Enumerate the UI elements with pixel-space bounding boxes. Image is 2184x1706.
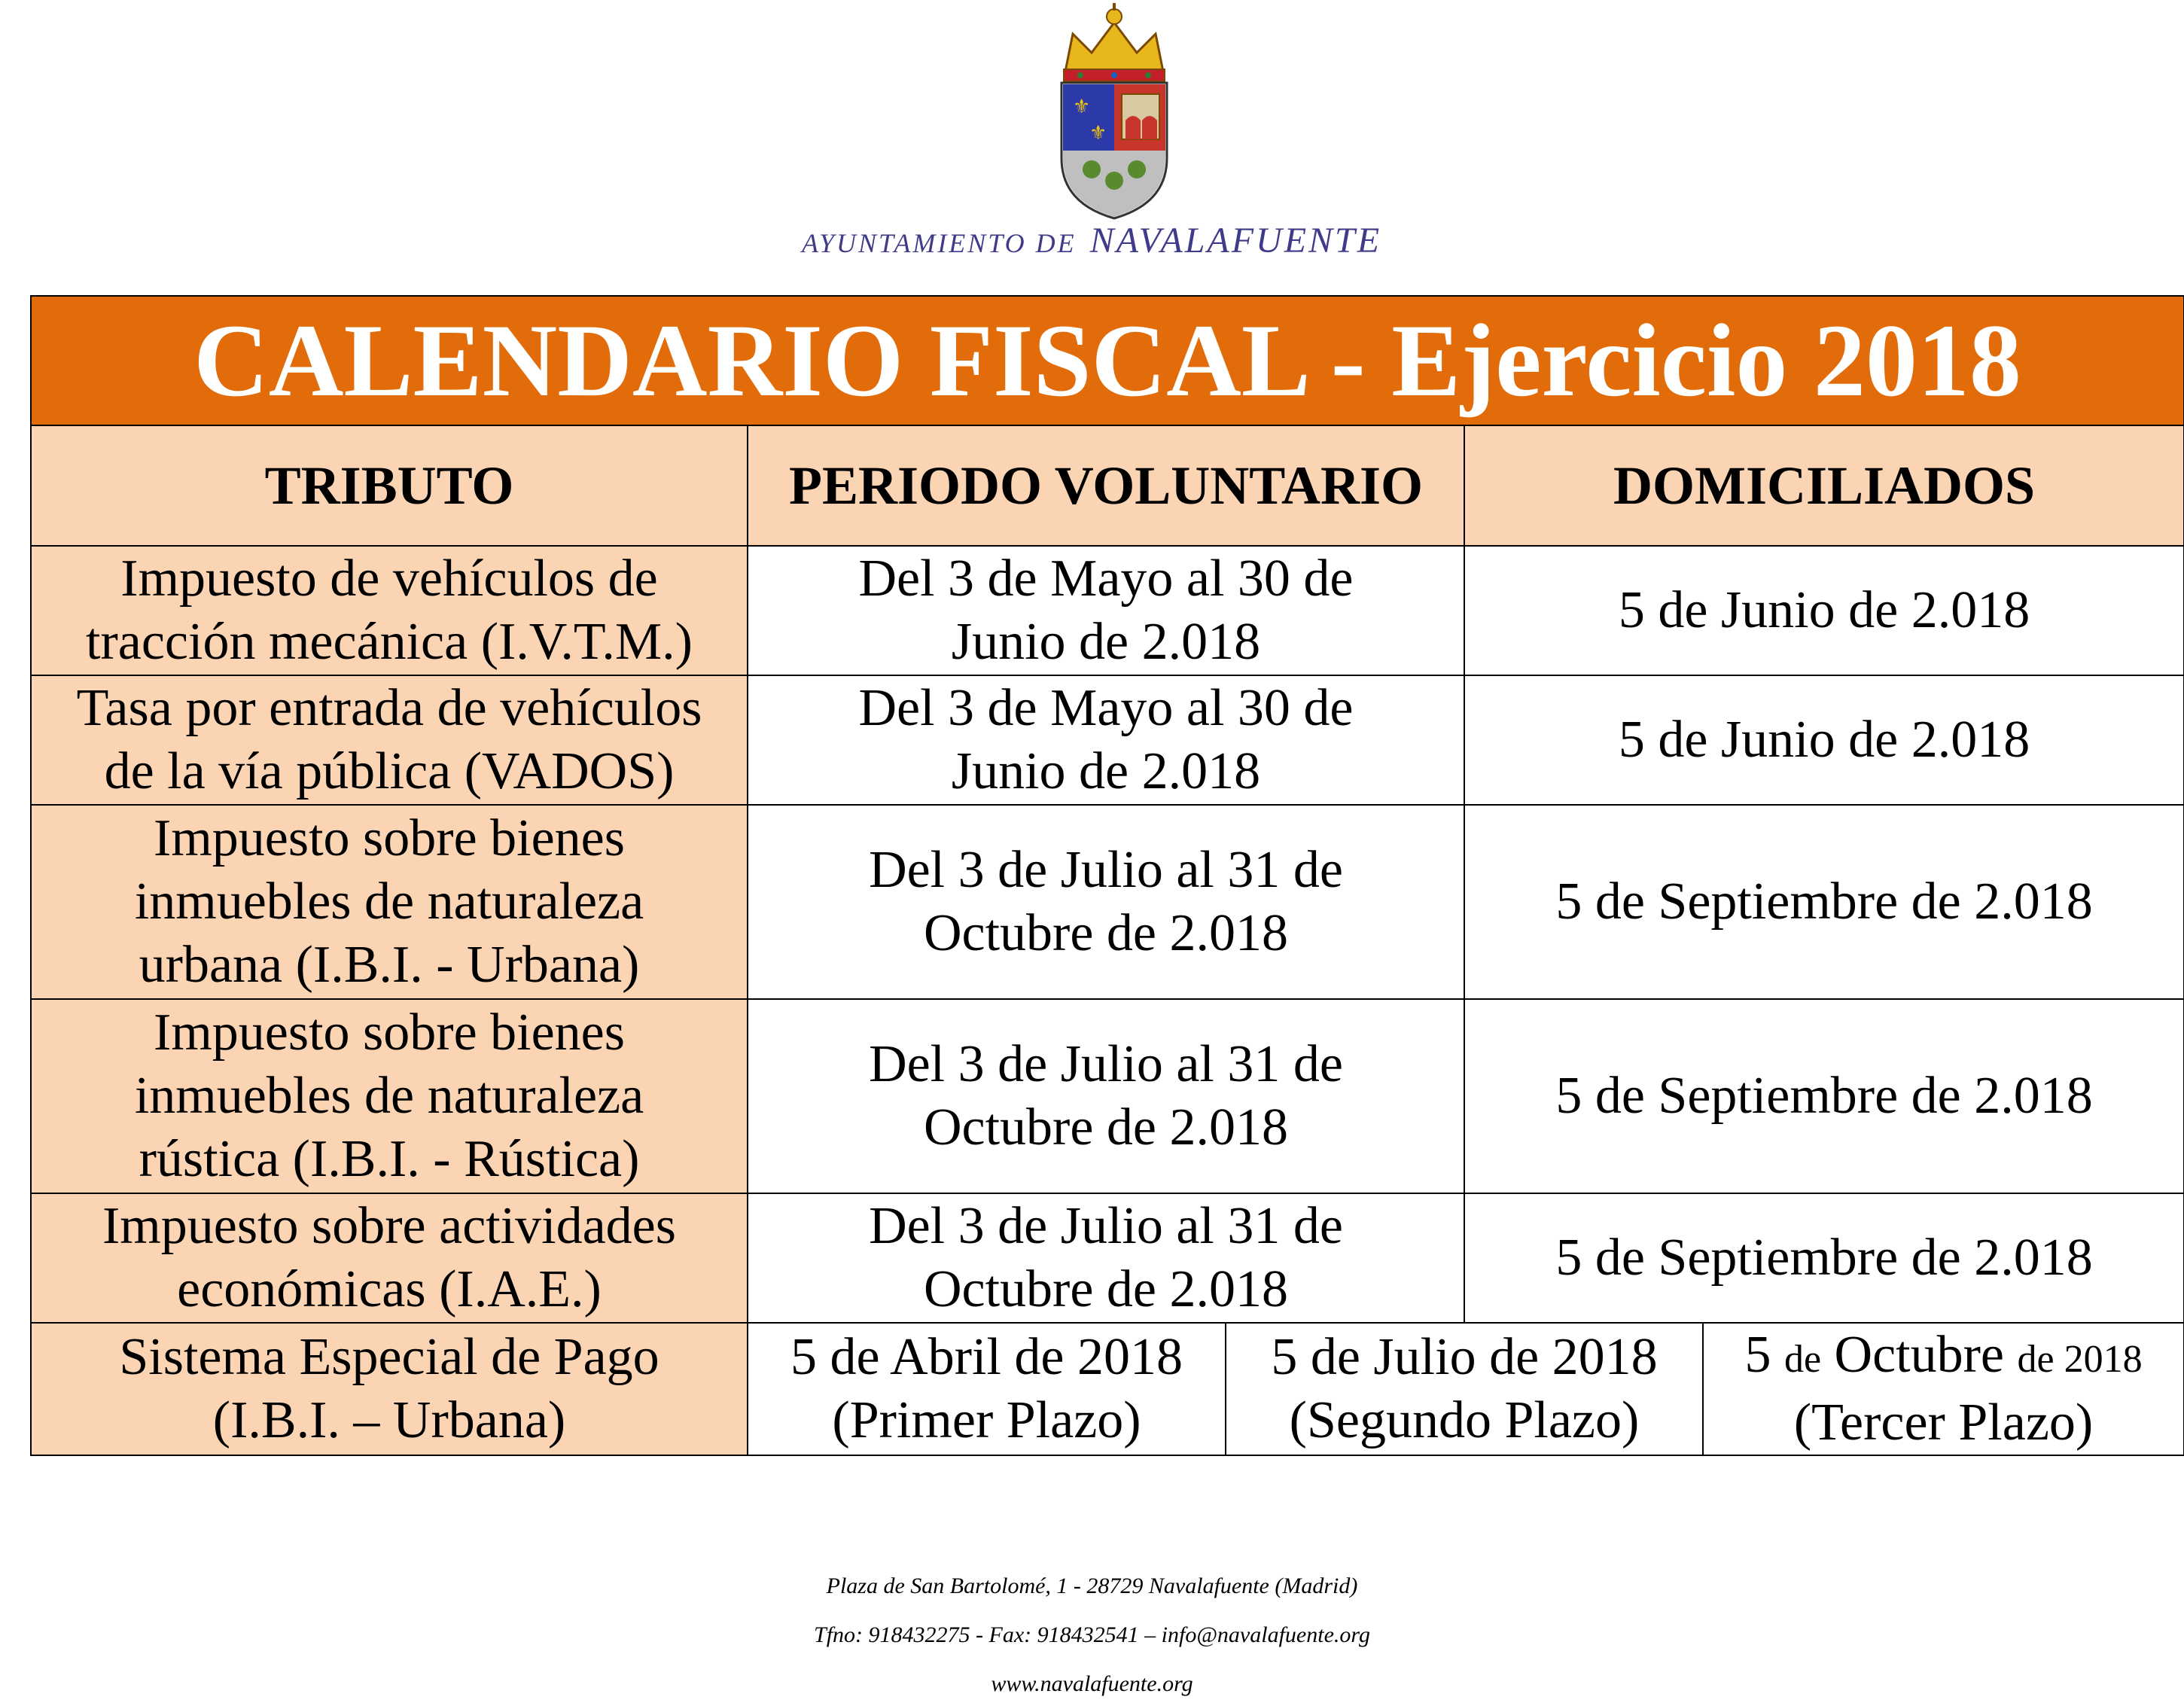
org-town: NAVALAFUENTE xyxy=(1089,221,1382,260)
tributo-cell: Tasa por entrada de vehículos de la vía pública (VADOS) xyxy=(31,675,748,805)
table-row xyxy=(31,1193,2184,1323)
domiciliados-cell: 5 de Septiembre de 2.018 xyxy=(1464,1193,2184,1323)
organization-name xyxy=(753,220,1430,261)
footer-contact: Tfno: 918432275 - Fax: 918432541 – info@navalafuente.org xyxy=(814,1622,1370,1647)
periodo-cell: Del 3 de Julio al 31 de Octubre de 2.018 xyxy=(748,1193,1464,1323)
tributo-cell: Impuesto sobre bienes inmuebles de naturaleza rústica (I.B.I. - Rústica) xyxy=(31,999,748,1193)
plazo-3-cell: 5 de Octubre de 2018 (Tercer Plazo) xyxy=(1703,1323,2184,1455)
tributo-cell: Impuesto sobre bienes inmuebles de naturaleza urbana (I.B.I. - Urbana) xyxy=(31,805,748,999)
domiciliados-cell: 5 de Septiembre de 2.018 xyxy=(1464,805,2184,999)
tributo-cell: Sistema Especial de Pago (I.B.I. – Urbana) xyxy=(31,1323,748,1455)
table-row xyxy=(31,999,2184,1193)
footer-web: www.navalafuente.org xyxy=(991,1671,1193,1696)
column-header-domiciliados: DOMICILIADOS xyxy=(1464,425,2184,546)
periodo-cell: Del 3 de Mayo al 30 de Junio de 2.018 xyxy=(748,546,1464,675)
tributo-cell: Impuesto sobre actividades económicas (I.A.E.) xyxy=(31,1193,748,1323)
column-header-periodo: PERIODO VOLUNTARIO xyxy=(748,425,1464,546)
domiciliados-cell: 5 de Junio de 2.018 xyxy=(1464,675,2184,805)
svg-text:⚜: ⚜ xyxy=(1073,96,1091,118)
table-row xyxy=(31,805,2184,999)
tributo-cell: Impuesto de vehículos de tracción mecánica (I.V.T.M.) xyxy=(31,546,748,675)
svg-text:⚜: ⚜ xyxy=(1089,122,1107,145)
fiscal-calendar-table xyxy=(30,295,2184,1456)
page-title: CALENDARIO FISCAL - Ejercicio 2018 xyxy=(31,296,2184,425)
periodo-cell: Del 3 de Julio al 31 de Octubre de 2.018 xyxy=(748,999,1464,1193)
table-row xyxy=(31,546,2184,675)
special-payment-row xyxy=(31,1323,2184,1455)
column-header-tributo: TRIBUTO xyxy=(31,425,748,546)
periodo-cell: Del 3 de Julio al 31 de Octubre de 2.018 xyxy=(748,805,1464,999)
coat-of-arms-icon xyxy=(1050,0,1178,226)
domiciliados-cell: 5 de Junio de 2.018 xyxy=(1464,546,2184,675)
org-prefix: AYUNTAMIENTO DE xyxy=(801,228,1077,258)
plazo-1-cell: 5 de Abril de 2018 (Primer Plazo) xyxy=(748,1323,1226,1455)
periodo-cell: Del 3 de Mayo al 30 de Junio de 2.018 xyxy=(748,675,1464,805)
footer-address: Plaza de San Bartolomé, 1 - 28729 Navalafuente (Madrid) xyxy=(826,1573,1358,1598)
plazo-2-cell: 5 de Julio de 2018 (Segundo Plazo) xyxy=(1226,1323,1703,1455)
domiciliados-cell: 5 de Septiembre de 2.018 xyxy=(1464,999,2184,1193)
table-row xyxy=(31,675,2184,805)
